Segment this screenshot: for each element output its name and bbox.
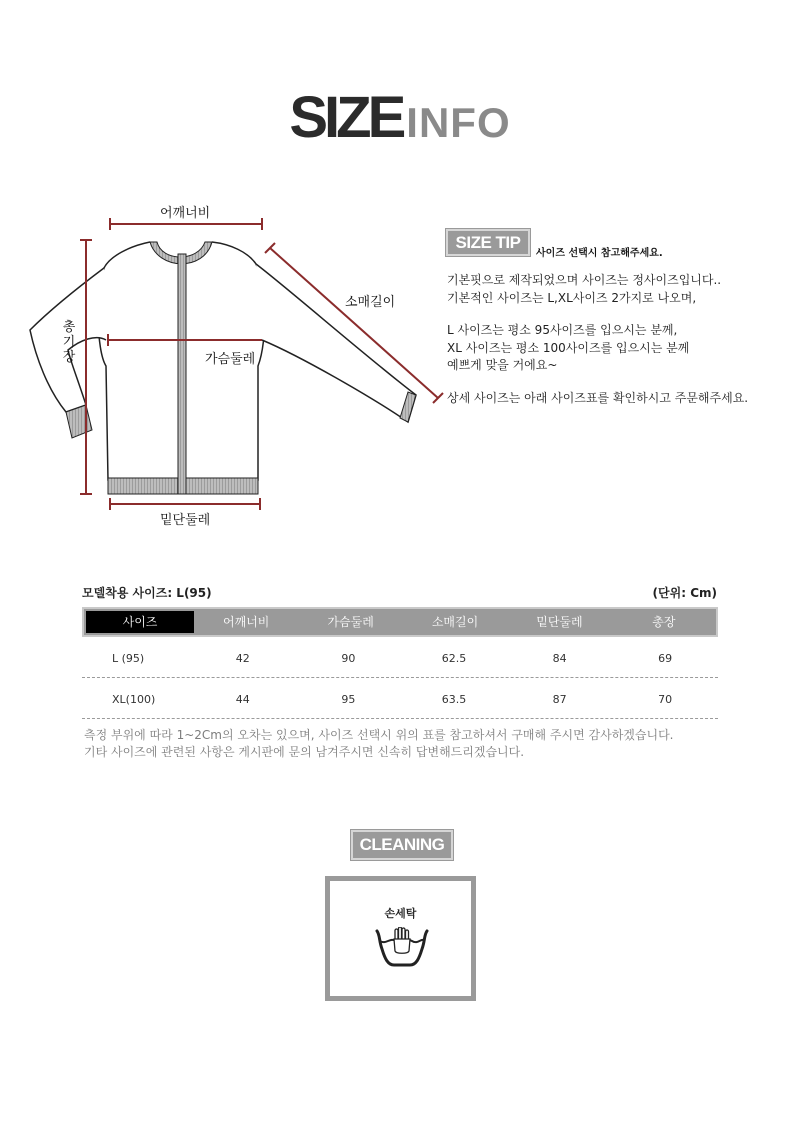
page-title (0, 84, 800, 151)
table-cell: XL(100) (112, 693, 156, 706)
table-cell: 90 (341, 652, 356, 665)
length-label: 총 기 장 (62, 320, 76, 365)
table-cell: 42 (235, 652, 250, 665)
table-header (82, 607, 718, 637)
table-cell: 95 (341, 693, 356, 706)
table-cell: 63.5 (441, 693, 467, 706)
care-box (325, 876, 476, 1001)
header-size: 사이즈 (86, 611, 194, 633)
header-sleeve: 소매길이 (431, 615, 479, 629)
shoulder-label: 어깨너비 (160, 206, 211, 221)
table-cell: 62.5 (441, 652, 467, 665)
hand-wash-icon (374, 927, 430, 971)
table-cell: 70 (658, 693, 673, 706)
title-size: SIZE (289, 85, 403, 150)
size-table (82, 607, 718, 719)
zipper (178, 254, 186, 494)
size-tip-badge: SIZE TIP (446, 229, 530, 256)
table-cell: L (95) (112, 652, 145, 665)
right-sleeve (256, 264, 416, 422)
header-hem: 밑단둘레 (536, 615, 583, 629)
size-notes: 측정 부위에 따라 1~2Cm의 오차는 있으며, 사이즈 선택시 위의 표를 참고하셔서 구매해 주시면 감사하겠습니다. 기타 사이즈에 관련된 사항은 게시판에 문의 남겨주시면 신속히 답변해드리겠습니다. (84, 728, 674, 759)
sleeve-label: 소매길이 (345, 295, 396, 310)
chest-label: 가슴둘레 (205, 352, 256, 367)
header-chest: 가슴둘레 (327, 615, 374, 629)
table-cell: 44 (235, 693, 250, 706)
title-info: INFO (406, 99, 511, 146)
care-label: 손세탁 (384, 907, 417, 920)
table-row (82, 678, 718, 719)
cleaning-badge: CLEANING (351, 830, 453, 860)
sweater-diagram (0, 190, 460, 540)
table-cell: 87 (552, 693, 567, 706)
table-row (82, 637, 718, 678)
model-size: 모델착용 사이즈: L(95) (82, 586, 212, 600)
header-length: 총장 (652, 615, 676, 629)
size-tip-text: 기본핏으로 제작되었으며 사이즈는 정사이즈입니다.. 기본적인 사이즈는 L,XL사이즈 2가지로 나오며, L 사이즈는 평소 95사이즈를 입으시는 분께, XL 사이즈는 평소 100사이즈를 입으시는 분께 예쁘게 맞을 거에요~ 상세 사이즈는 아래 사이즈표를 확인하시고 주문해주세요. (447, 273, 749, 405)
hem-label: 밑단둘레 (160, 513, 211, 528)
table-cell: 69 (658, 652, 673, 665)
size-tip-caption: 사이즈 선택시 참고해주세요. (536, 248, 663, 259)
unit-label: (단위: Cm) (652, 586, 717, 600)
table-cell: 84 (552, 652, 567, 665)
header-shoulder: 어깨너비 (223, 615, 270, 629)
